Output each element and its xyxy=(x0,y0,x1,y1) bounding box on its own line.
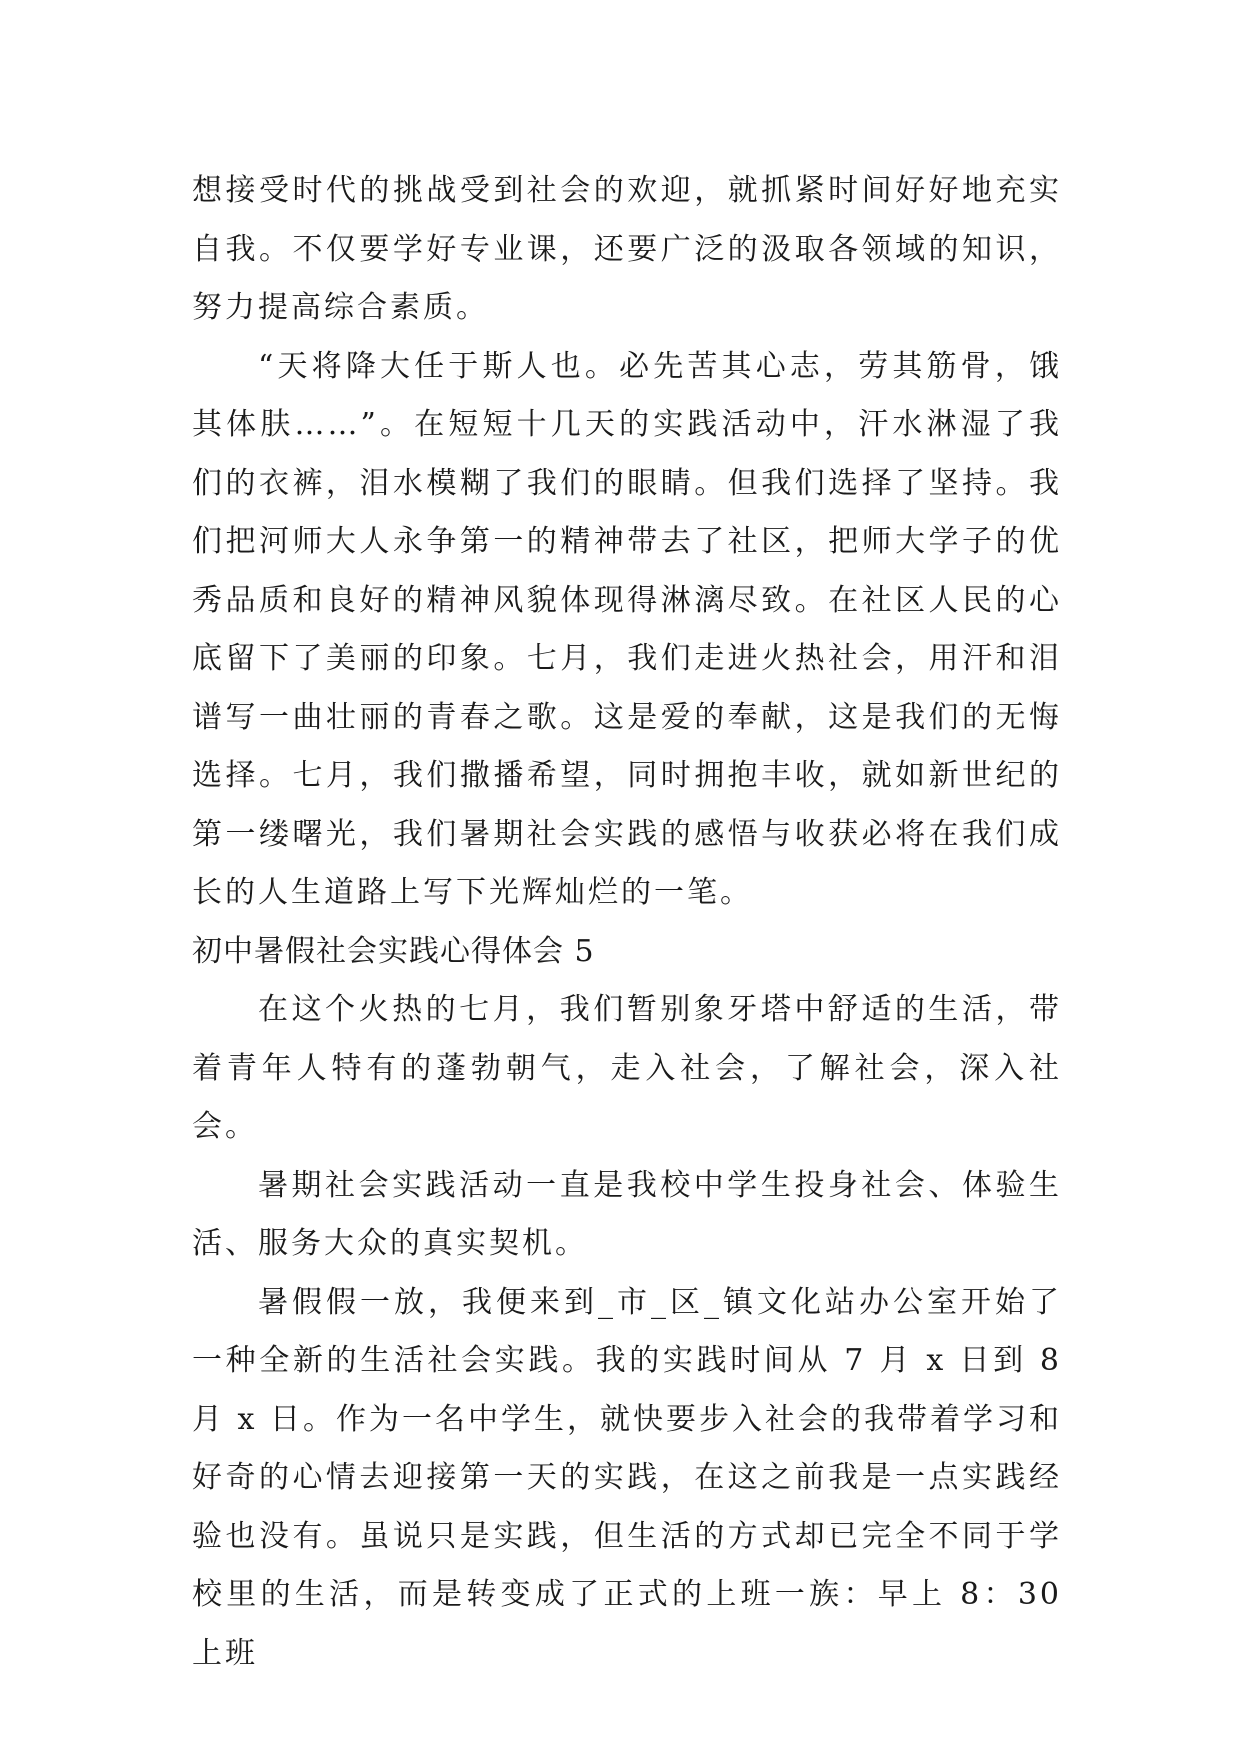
paragraph-practice-purpose: 暑期社会实践活动一直是我校中学生投身社会、体验生活、服务大众的真实契机。 xyxy=(192,1167,1062,1261)
paragraph-practice-start: 暑假假一放，我便来到_市_区_镇文化站办公室开始了一种全新的生活社会实践。我的实践时间从 7 月 x 日到 8 月 x 日。作为一名中学生，就快要步入社会的我带着学习和好奇的心情去迎接第一天的实践，在这之前我是一点实践经验也没有。虽说只是实践，但生活的方式却已完全不同于学校里的生活，而是转变成了正式的上班一族：早上 8：30 上班 xyxy=(192,1284,1062,1671)
paragraph-quote-reflection: “天将降大任于斯人也。必先苦其心志，劳其筋骨，饿其体肤……”。在短短十几天的实践活动中，汗水淋湿了我们的衣裤，泪水模糊了我们的眼睛。但我们选择了坚持。我们把河师大人永争第一的精神带去了社区，把师大学子的优秀品质和良好的精神风貌体现得淋漓尽致。在社区人民的心底留下了美丽的印象。七月，我们走进火热社会，用汗和泪谱写一曲壮丽的青春之歌。这是爱的奉献，这是我们的无悔选择。七月，我们撒播希望，同时拥抱丰收，就如新世纪的第一缕曙光，我们暑期社会实践的感悟与收获必将在我们成长的人生道路上写下光辉灿烂的一笔。 xyxy=(192,348,1062,910)
paragraph-intro-continuation: 想接受时代的挑战受到社会的欢迎，就抓紧时间好好地充实自我。不仅要学好专业课，还要广泛的汲取各领域的知识，努力提高综合素质。 xyxy=(192,173,1062,325)
document-body xyxy=(192,162,1062,1683)
section-title: 初中暑假社会实践心得体会 5 xyxy=(192,933,595,969)
paragraph-july-intro: 在这个火热的七月，我们暂别象牙塔中舒适的生活，带着青年人特有的蓬勃朝气，走入社会，了解社会，深入社会。 xyxy=(192,992,1062,1144)
